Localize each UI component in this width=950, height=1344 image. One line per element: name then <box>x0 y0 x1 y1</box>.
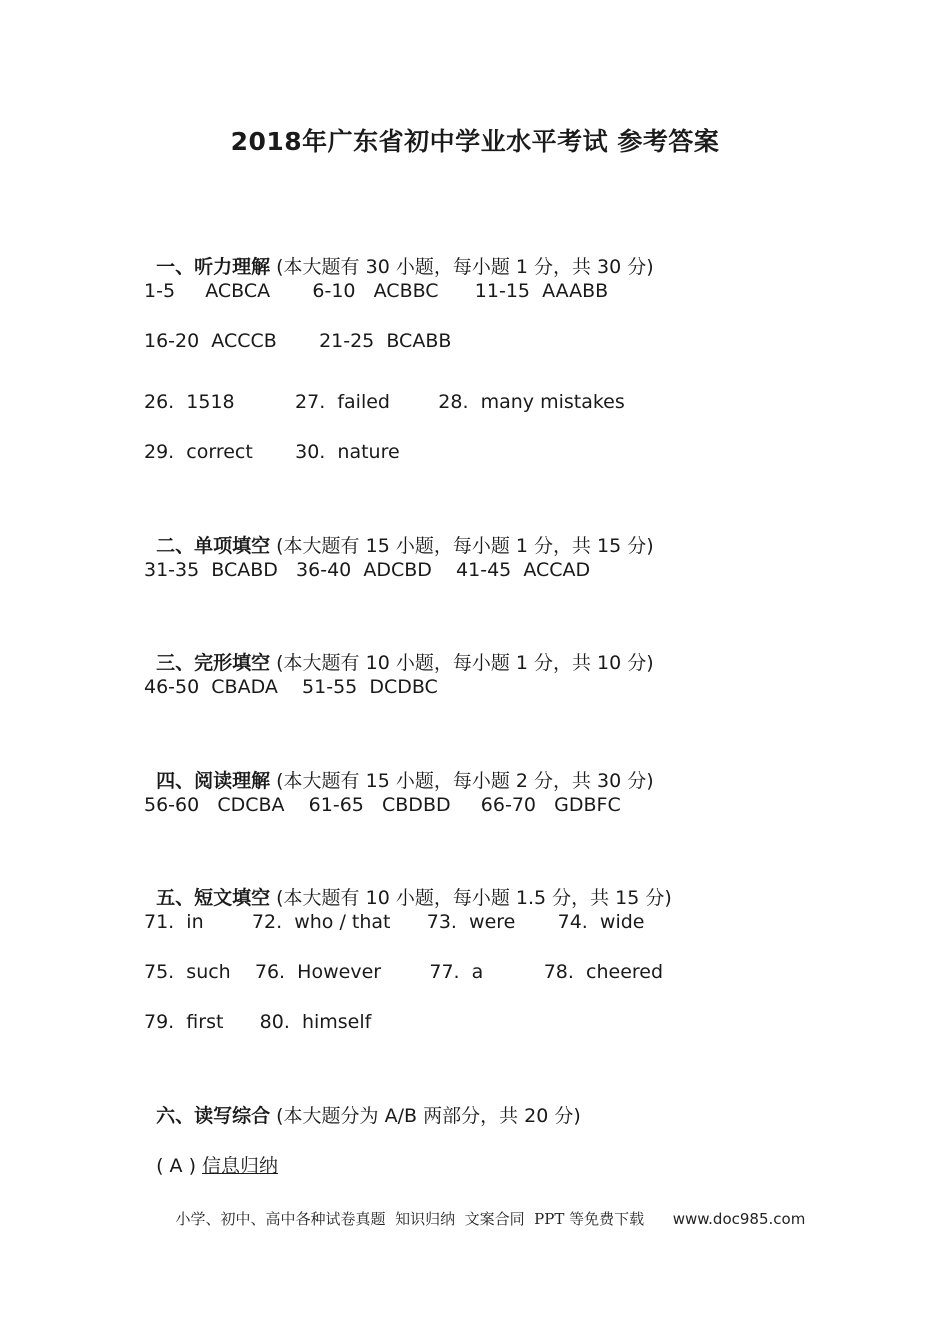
answer-line: 56-60 CDCBA 61-65 CBDBD 66-70 GDBFC <box>144 794 621 816</box>
section-heading-cloze <box>144 624 654 676</box>
section-heading-note: (本大题有 10 小题，每小题 1 分，共 10 分) <box>270 652 654 674</box>
section-heading-label: 三、完形填空 <box>156 652 271 674</box>
answer-line: 16-20 ACCCB 21-25 BCABB <box>144 330 452 352</box>
document-title: 2018年广东省初中学业水平考试 参考答案 <box>230 127 720 156</box>
section-heading-note: (本大题分为 A/B 两部分，共 20 分) <box>270 1105 581 1127</box>
section-heading-single-choice <box>144 507 654 559</box>
footer-url[interactable]: www.doc985.com <box>672 1210 806 1228</box>
section-heading-note: (本大题有 15 小题，每小题 1 分，共 15 分) <box>270 535 654 557</box>
answer-line: 1-5 ACBCA 6-10 ACBBC 11-15 AAABB <box>144 280 609 302</box>
subsection-heading <box>144 1127 278 1179</box>
section-heading-note: (本大题有 30 小题，每小题 1 分，共 30 分) <box>270 256 654 278</box>
section-heading-label: 五、短文填空 <box>156 887 271 909</box>
answer-line: 29. correct 30. nature <box>144 441 400 463</box>
section-heading-gap-fill <box>144 859 672 911</box>
section-heading-listening <box>144 228 654 280</box>
page-footer <box>166 1190 805 1229</box>
section-heading-reading-writing <box>144 1077 581 1129</box>
section-heading-label: 二、单项填空 <box>156 535 271 557</box>
answer-line: 71. in 72. who / that 73. were 74. wide <box>144 911 645 933</box>
answer-line: 75. such 76. However 77. a 78. cheered <box>144 961 664 983</box>
section-heading-reading <box>144 742 654 794</box>
section-heading-note: (本大题有 15 小题，每小题 2 分，共 30 分) <box>270 770 654 792</box>
section-heading-label: 六、读写综合 <box>156 1105 271 1127</box>
answer-line: 31-35 BCABD 36-40 ADCBD 41-45 ACCAD <box>144 559 591 581</box>
answer-line: 79. first 80. himself <box>144 1011 372 1033</box>
subsection-prefix: ( A ) <box>156 1155 203 1177</box>
section-heading-label: 四、阅读理解 <box>156 770 271 792</box>
answer-line: 26. 1518 27. failed 28. many mistakes <box>144 391 625 413</box>
footer-text: 小学、初中、高中各种试卷真题 知识归纳 文案合同 PPT 等免费下载 <box>175 1210 673 1228</box>
section-heading-note: (本大题有 10 小题，每小题 1.5 分，共 15 分) <box>270 887 672 909</box>
subsection-label: 信息归纳 <box>202 1155 279 1177</box>
answer-line: 46-50 CBADA 51-55 DCDBC <box>144 676 438 698</box>
section-heading-label: 一、听力理解 <box>156 256 271 278</box>
